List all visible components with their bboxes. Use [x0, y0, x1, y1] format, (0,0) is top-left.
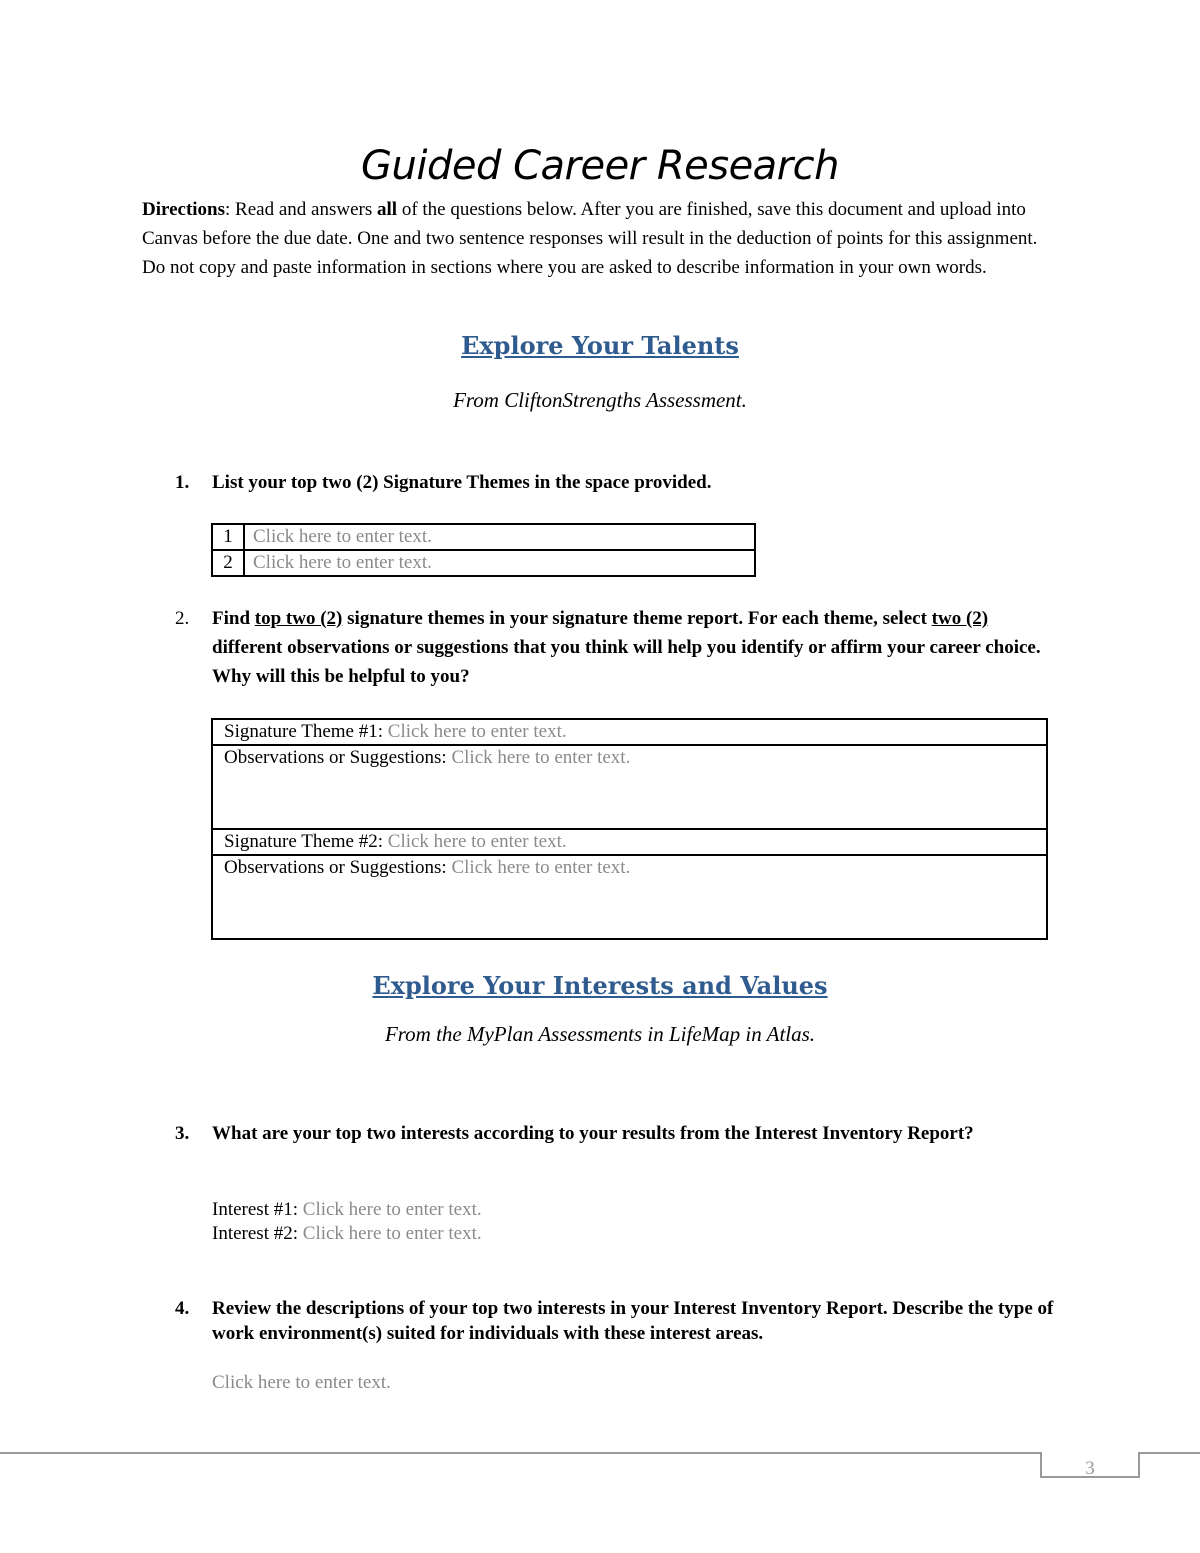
section-heading-talents: Explore Your Talents: [461, 331, 739, 360]
section-subline-interests: From the MyPlan Assessments in LifeMap in Atlas.: [384, 1022, 816, 1046]
directions-emphasis: all: [377, 199, 398, 220]
signature-theme-1-label: Signature Theme #1:: [224, 721, 388, 742]
table-row: [212, 719, 1047, 745]
observations-1-field[interactable]: Click here to enter text.: [451, 747, 631, 768]
row-number: 1: [212, 524, 244, 550]
directions-label: Directions: [142, 199, 226, 220]
signature-theme-2-field[interactable]: Click here to enter text.: [387, 831, 567, 852]
table-row: [212, 855, 1047, 939]
interest-2-field[interactable]: Click here to enter text.: [302, 1223, 482, 1244]
interest-2-label: Interest #2:: [212, 1223, 303, 1244]
table-row: [212, 550, 755, 576]
theme-2-field[interactable]: Click here to enter text.: [244, 550, 755, 576]
signature-observations-table: [211, 718, 1048, 940]
signature-theme-2-label: Signature Theme #2:: [224, 831, 388, 852]
interest-2-line: [212, 1222, 482, 1246]
row-number: 2: [212, 550, 244, 576]
table-row: [212, 745, 1047, 829]
footer-rule: [0, 1452, 1040, 1454]
section-subline-talents: From CliftonStrengths Assessment.: [453, 388, 747, 412]
question-1: 1. List your top two (2) Signature Themes in the space provided.: [175, 472, 712, 493]
section-heading-interests: Explore Your Interests and Values: [372, 971, 828, 1000]
table-row: [212, 524, 755, 550]
question-3: 3. What are your top two interests according to your results from the Interest Inventory Report?: [175, 1123, 974, 1144]
signature-theme-1-field[interactable]: Click here to enter text.: [387, 721, 567, 742]
signature-themes-table: [211, 523, 756, 577]
interest-1-line: [212, 1198, 482, 1222]
observations-1-label: Observations or Suggestions:: [224, 747, 452, 768]
table-row: [212, 829, 1047, 855]
theme-1-field[interactable]: Click here to enter text.: [244, 524, 755, 550]
interest-1-label: Interest #1:: [212, 1199, 303, 1220]
page-title: Guided Career Research: [361, 143, 839, 189]
question-4: 4. Review the descriptions of your top two interests in your Interest Inventory Report. Describe the type of work environment(s) suited for individuals with these interest areas.: [175, 1298, 1054, 1344]
footer-rule-right: [1138, 1452, 1200, 1454]
question-2: 2. Find top two (2) signature themes in your signature theme report. For each theme, select two (2) different observations or suggestions that you think will help you identify or affirm your career choice. Why will this be helpful to you?: [175, 608, 1041, 687]
page-number: 3: [1085, 1458, 1095, 1479]
directions-paragraph: Directions: Read and answers all of the questions below. After you are finished, save this document and upload into Canvas before the due date. One and two sentence responses will result in the deduction of points for this assignment. Do not copy and paste information in sections where you are asked to describe information in your own words.: [142, 199, 1038, 278]
observations-2-field[interactable]: Click here to enter text.: [451, 857, 631, 878]
interest-1-field[interactable]: Click here to enter text.: [302, 1199, 482, 1220]
observations-2-label: Observations or Suggestions:: [224, 857, 452, 878]
work-environment-field[interactable]: Click here to enter text.: [212, 1372, 391, 1393]
